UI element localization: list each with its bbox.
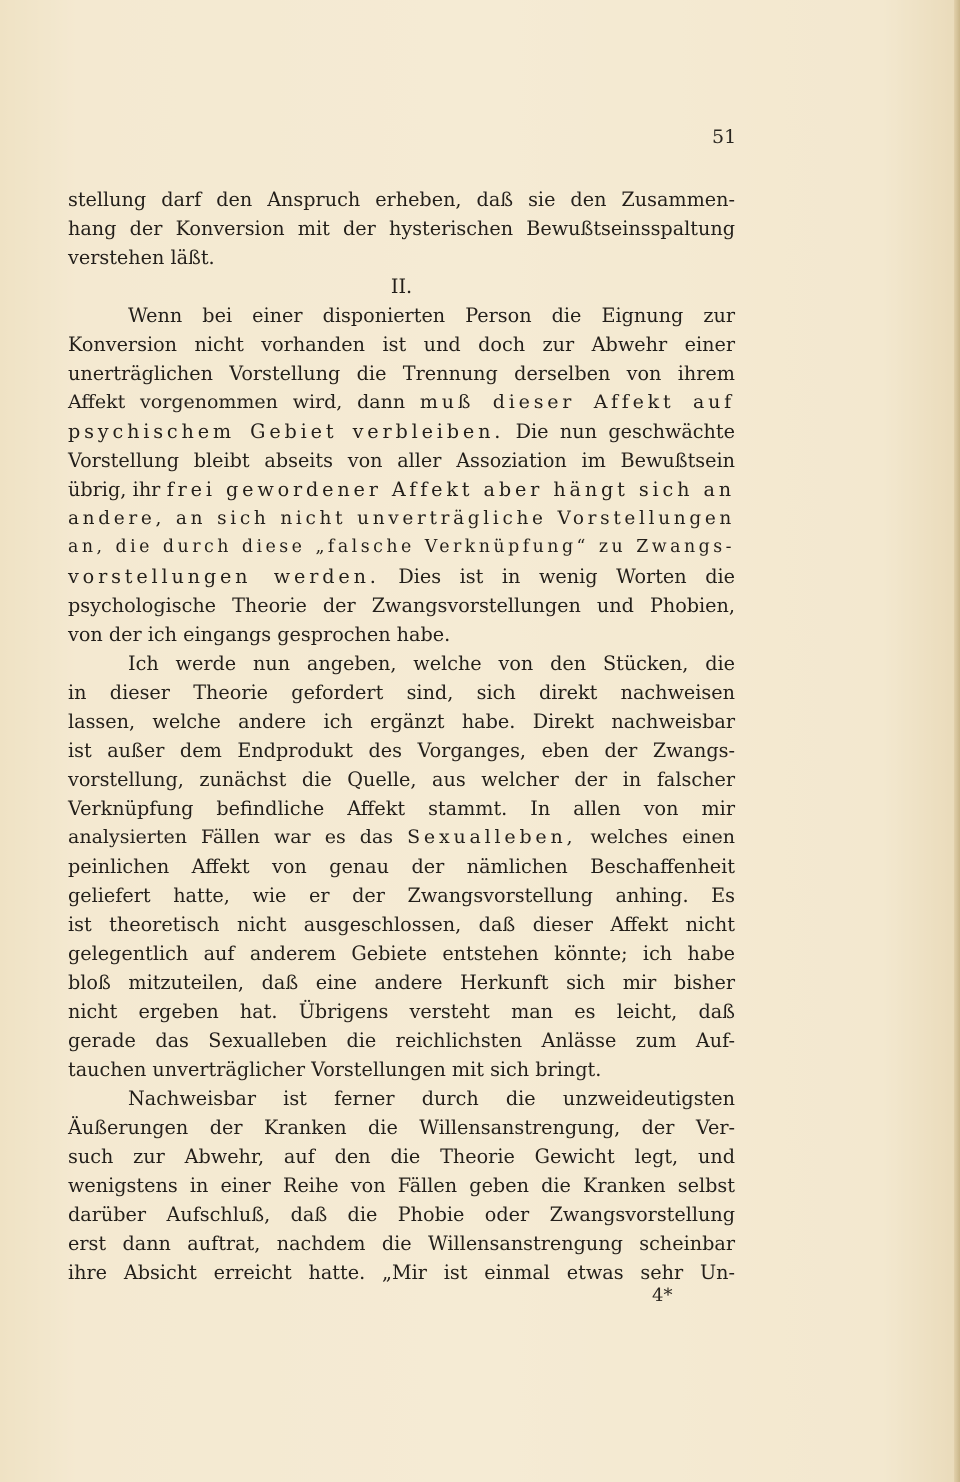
- text-line: [68, 388, 735, 417]
- text-line: Ich werde nun angeben, welche von den Stücken, die: [128, 652, 735, 675]
- text-span: übrig, ihr: [68, 478, 161, 501]
- section-heading: II.: [390, 275, 413, 298]
- text-line: psychologische Theorie der Zwangsvorstellungen und Phobien,: [68, 594, 735, 617]
- text-line: gerade das Sexualleben die reichlichsten Anlässe zum Auf-: [68, 1029, 735, 1052]
- text-span: Affekt vorgenommen wird, dann: [68, 391, 406, 413]
- page-edge: [954, 0, 960, 1482]
- text-line: Verknüpfung befindliche Affekt stammt. In allen von mir: [68, 797, 735, 820]
- text-line: Konversion nicht vorhanden ist und doch zur Abwehr einer: [68, 333, 735, 356]
- text-line: erst dann auftrat, nachdem die Willensanstrengung scheinbar: [68, 1232, 735, 1255]
- spaced-emphasis: muß dieser Affekt auf: [419, 391, 736, 413]
- spaced-emphasis: vorstellungen werden.: [68, 565, 380, 588]
- text-line: gelegentlich auf anderem Gebiete entstehen könnte; ich habe: [68, 942, 735, 965]
- text-line: stellung darf den Anspruch erheben, daß sie den Zusammen-: [68, 188, 735, 211]
- text-line: wenigstens in einer Reihe von Fällen geben die Kranken selbst: [68, 1174, 735, 1197]
- text-span: Dies ist in wenig Worten die: [398, 565, 735, 588]
- text-line: geliefert hatte, wie er der Zwangsvorstellung anhing. Es: [68, 884, 735, 907]
- text-line: Nachweisbar ist ferner durch die unzweideutigsten: [128, 1087, 735, 1110]
- text-line: an, die durch diese „falsche Verknüpfung“ zu Zwangs-: [68, 537, 735, 557]
- text-line: in dieser Theorie gefordert sind, sich direkt nachweisen: [68, 681, 735, 704]
- text-line: ist außer dem Endprodukt des Vorganges, eben der Zwangs-: [68, 739, 735, 762]
- text-line: ist theoretisch nicht ausgeschlossen, daß dieser Affekt nicht: [68, 913, 735, 936]
- text-line: Äußerungen der Kranken die Willensanstrengung, der Ver-: [68, 1116, 735, 1139]
- signature-mark: 4*: [652, 1285, 673, 1306]
- text-span: welches einen: [590, 826, 735, 848]
- spaced-emphasis: psychischem Gebiet verbleiben.: [68, 420, 505, 443]
- text-line: hang der Konversion mit der hysterischen Bewußtseinsspaltung: [68, 217, 735, 240]
- text-line: darüber Aufschluß, daß die Phobie oder Zwangsvorstellung: [68, 1203, 735, 1226]
- spaced-emphasis: frei gewordener Affekt aber hängt sich an: [166, 478, 735, 501]
- text-line: andere, an sich nicht unverträgliche Vorstellungen: [68, 508, 735, 529]
- text-line: nicht ergeben hat. Übrigens versteht man es leicht, daß: [68, 1000, 735, 1023]
- text-line: vorstellung, zunächst die Quelle, aus welcher der in falscher: [68, 768, 735, 791]
- text-line: ihre Absicht erreicht hatte. „Mir ist einmal etwas sehr Un-: [68, 1261, 735, 1284]
- text-line: unerträglichen Vorstellung die Trennung derselben von ihrem: [68, 362, 735, 385]
- text-line: Vorstellung bleibt abseits von aller Assoziation im Bewußtsein: [68, 449, 735, 472]
- text-line: such zur Abwehr, auf den die Theorie Gewicht legt, und: [68, 1145, 735, 1168]
- text-line: bloß mitzuteilen, daß eine andere Herkunft sich mir bisher: [68, 971, 735, 994]
- text-span: analysierten Fällen war es das: [68, 826, 394, 848]
- text-line: tauchen unverträglicher Vorstellungen mit sich bringt.: [68, 1058, 602, 1081]
- text-line: peinlichen Affekt von genau der nämlichen Beschaffenheit: [68, 855, 735, 878]
- text-line: [68, 823, 735, 852]
- text-line: Wenn bei einer disponierten Person die Eignung zur: [128, 304, 735, 327]
- body-text: [68, 185, 735, 1287]
- page-number: 51: [712, 126, 737, 148]
- text-line: [68, 475, 735, 504]
- text-line: lassen, welche andere ich ergänzt habe. Direkt nachweisbar: [68, 710, 735, 733]
- text-span: Die nun geschwächte: [515, 420, 735, 443]
- text-line: [68, 562, 735, 591]
- text-line: verstehen läßt.: [68, 246, 215, 269]
- spaced-emphasis: Sexualleben,: [407, 826, 577, 848]
- text-line: von der ich eingangs gesprochen habe.: [68, 623, 451, 646]
- text-line: [68, 417, 735, 446]
